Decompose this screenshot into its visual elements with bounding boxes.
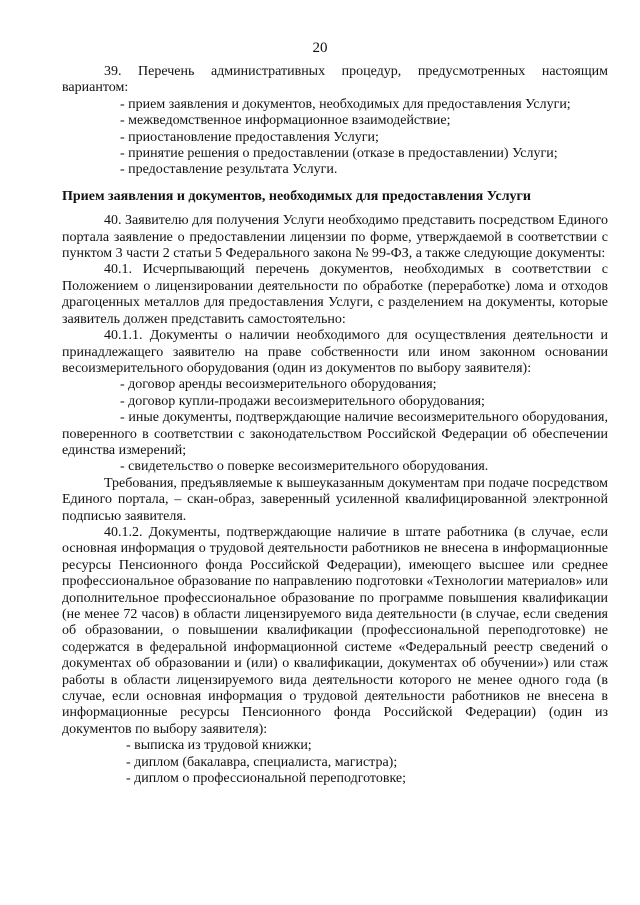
paragraph-40: 40. Заявителю для получения Услуги необходимо представить посредством Единого портала заявление о предоставлении лицензии по форме, утверждаемой в соответствии с пунктом 3 части 2 статьи 5 Федерального закона № 99-ФЗ, а также следующие документы: — [62, 213, 608, 262]
paragraph-39: 39. Перечень административных процедур, предусмотренных настоящим вариантом: — [62, 64, 608, 96]
page-number: 20 — [312, 40, 328, 56]
list-item: - договор аренды весоизмерительного оборудования; — [120, 377, 437, 393]
list-item: - прием заявления и документов, необходимых для предоставления Услуги; — [120, 96, 571, 112]
list-item: - предоставление результата Услуги. — [120, 162, 338, 178]
list-item: - диплом о профессиональной переподготовке; — [126, 771, 407, 787]
list-item: - иные документы, подтверждающие наличие весоизмерительного оборудования, поверенного в соответствии с законодательством Российской Федерации об обеспечении единства измерений; — [62, 410, 608, 458]
paragraph-40-1-1: 40.1.1. Документы о наличии необходимого для осуществления деятельности и принадлежащего заявителю на праве собственности или ином законном основании весоизмерительного оборудования (один из документов по выбору заявителя): — [62, 328, 608, 376]
requirements-paragraph: Требования, предъявляемые к вышеуказанным документам при подаче посредством Единого портала, – скан-образ, заверенный усиленной квалифицированной электронной подписью заявителя. — [62, 475, 608, 524]
list-item: - принятие решения о предоставлении (отказе в предоставлении) Услуги; — [120, 146, 558, 162]
list-item: - приостановление предоставления Услуги; — [120, 129, 379, 145]
document-body — [62, 64, 608, 787]
section-heading: Прием заявления и документов, необходимых для предоставления Услуги — [62, 188, 531, 204]
list-item: - межведомственное информационное взаимодействие; — [120, 113, 451, 129]
list-item: - свидетельство о поверке весоизмерительного оборудования. — [120, 459, 489, 475]
list-item: - диплом (бакалавра, специалиста, магистра); — [126, 754, 398, 770]
list-item: - выписка из трудовой книжки; — [126, 738, 312, 754]
list-item: - договор купли-продажи весоизмерительного оборудования; — [120, 393, 485, 409]
paragraph-40-1-2: 40.1.2. Документы, подтверждающие наличие в штате работника (в случае, если основная информация о трудовой деятельности работников не внесена в информационные ресурсы Пенсионного фонда Российской Федерации), имеющего высшее или среднее профессиональное образование по направлению подготовки «Технологии материалов» или дополнительное профессиональное образование по программе повышения квалификации (не менее 72 часов) в области лицензируемого вида деятельности (в случае, если сведения об образовании, о повышении квалификации (профессиональной переподготовке) не содержатся в федеральной информационной системе «Федеральный реестр сведений о документах об образовании и (или) о квалификации, документах об обучении») или стаж работы в области лицензируемого вида деятельности которого не менее одного года (в случае, если основная информация о трудовой деятельности работников не внесена в информационные ресурсы Пенсионного фонда Российской Федерации) (один из документов по выбору заявителя): — [62, 524, 608, 737]
paragraph-40-1: 40.1. Исчерпывающий перечень документов, необходимых в соответствии с Положением о лицензировании деятельности по обработке (переработке) лома и отходов драгоценных металлов для предоставления Услуги, с разделением на документы, которые заявитель должен представить самостоятельно: — [62, 262, 608, 327]
